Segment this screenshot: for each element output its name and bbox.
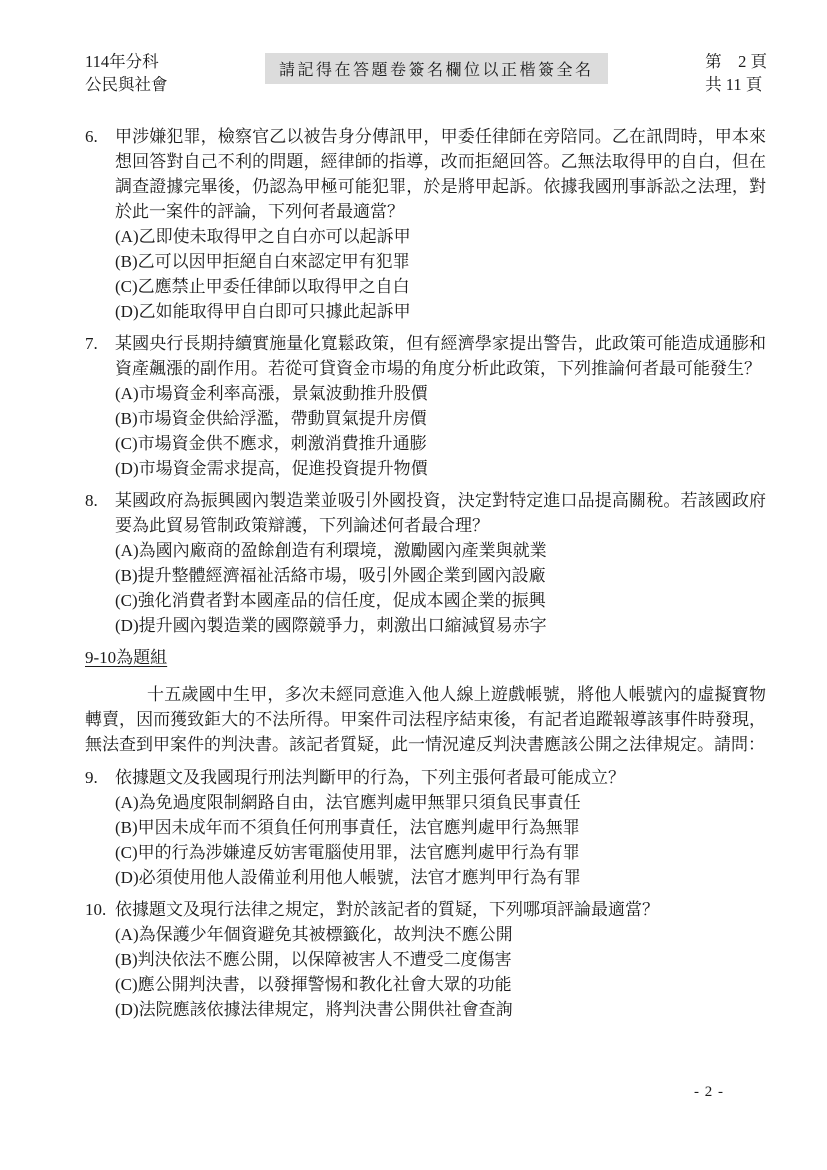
- question-group-title: 9-10為題組: [85, 648, 168, 667]
- option-b: (B)市場資金供給浮濫，帶動買氣提升房價: [115, 409, 427, 428]
- question-stem: 甲涉嫌犯罪，檢察官乙以被告身分傳訊甲，甲委任律師在旁陪同。乙在訊問時，甲本來想回答對自己不利的問題，經律師的指導，改而拒絕回答。乙無法取得甲的自白，但在調查證據完畢後，仍認為甲極可能犯罪，於是將甲起訴。依據我國刑事訴訟之法理，對於此一案件的評論，下列何者最適當？: [115, 127, 766, 221]
- exam-year-title: 114年分科: [85, 52, 159, 71]
- question-8: [85, 488, 766, 638]
- page-indicator-current: 第 2 頁: [705, 52, 767, 71]
- question-list: [85, 124, 766, 1029]
- option-b: (B)提升整體經濟福祉活絡市場，吸引外國企業到國內設廠: [115, 566, 546, 585]
- page-number-footer: - 2 -: [694, 1084, 724, 1100]
- question-body: [115, 897, 766, 1022]
- option-b: (B)甲因未成年而不須負任何刑事責任，法官應判處甲行為無罪: [115, 818, 580, 837]
- page-header: [85, 50, 767, 96]
- option-c: (C)應公開判決書，以發揮警惕和教化社會大眾的功能: [115, 975, 512, 994]
- question-9: [85, 765, 766, 890]
- question-stem: 某國央行長期持續實施量化寬鬆政策，但有經濟學家提出警告，此政策可能造成通膨和資產飆漲的副作用。若從可貸資金市場的角度分析此政策，下列推論何者最可能發生？: [115, 334, 766, 378]
- exam-subject-title: 公民與社會: [85, 75, 168, 94]
- option-b: (B)乙可以因甲拒絕自白來認定甲有犯罪: [115, 252, 410, 271]
- option-c: (C)甲的行為涉嫌違反妨害電腦使用罪，法官應判處甲行為有罪: [115, 843, 580, 862]
- question-stem: 依據題文及現行法律之規定，對於該記者的質疑，下列哪項評論最適當？: [115, 900, 659, 919]
- option-d: (D)必須使用他人設備並利用他人帳號，法官才應判甲行為有罪: [115, 868, 581, 887]
- page-indicator-total: 共 11 頁: [705, 75, 763, 94]
- question-number: 8.: [85, 491, 98, 510]
- question-10: [85, 897, 766, 1022]
- question-body: [115, 331, 766, 481]
- option-a: (A)為國內廠商的盈餘創造有利環境，激勵國內產業與就業: [115, 541, 547, 560]
- question-body: [115, 765, 766, 890]
- signature-notice: 請記得在答題卷簽名欄位以正楷簽全名: [265, 53, 608, 84]
- option-c: (C)乙應禁止甲委任律師以取得甲之自白: [115, 277, 410, 296]
- question-body: [115, 488, 766, 638]
- option-d: (D)市場資金需求提高，促進投資提升物價: [115, 459, 428, 478]
- option-d: (D)乙如能取得甲自白即可只據此起訴甲: [115, 302, 411, 321]
- page-indicator: [705, 50, 767, 96]
- question-number: 10.: [85, 900, 107, 919]
- question-stem: 某國政府為振興國內製造業並吸引外國投資，決定對特定進口品提高關稅。若該國政府要為此貿易管制政策辯護，下列論述何者最合理？: [115, 491, 766, 535]
- question-body: [115, 124, 766, 324]
- question-group-passage: 十五歲國中生甲，多次未經同意進入他人線上遊戲帳號，將他人帳號內的虛擬寶物轉賣，因而獲致鉅大的不法所得。甲案件司法程序結束後，有記者追蹤報導該事件時發現，無法查到甲案件的判決書。該記者質疑，此一情況違反判決書應該公開之法律規定。請問：: [85, 685, 766, 754]
- exam-identifier: [85, 50, 168, 96]
- option-c: (C)市場資金供不應求，刺激消費推升通膨: [115, 434, 427, 453]
- option-a: (A)為免過度限制網路自由，法官應判處甲無罪只須負民事責任: [115, 793, 581, 812]
- option-a: (A)為保護少年個資避免其被標籤化，故判決不應公開: [115, 925, 513, 944]
- option-a: (A)乙即使未取得甲之自白亦可以起訴甲: [115, 227, 411, 246]
- question-7: [85, 331, 766, 481]
- question-number: 9.: [85, 768, 98, 787]
- option-a: (A)市場資金利率高漲，景氣波動推升股價: [115, 384, 428, 403]
- option-d: (D)法院應該依據法律規定，將判決書公開供社會查詢: [115, 1000, 513, 1019]
- option-d: (D)提升國內製造業的國際競爭力，刺激出口縮減貿易赤字: [115, 616, 547, 635]
- question-6: [85, 124, 766, 324]
- question-stem: 依據題文及我國現行刑法判斷甲的行為，下列主張何者最可能成立？: [115, 768, 625, 787]
- question-number: 7.: [85, 334, 98, 353]
- question-number: 6.: [85, 127, 98, 146]
- option-b: (B)判決依法不應公開，以保障被害人不遭受二度傷害: [115, 950, 512, 969]
- option-c: (C)強化消費者對本國產品的信任度，促成本國企業的振興: [115, 591, 546, 610]
